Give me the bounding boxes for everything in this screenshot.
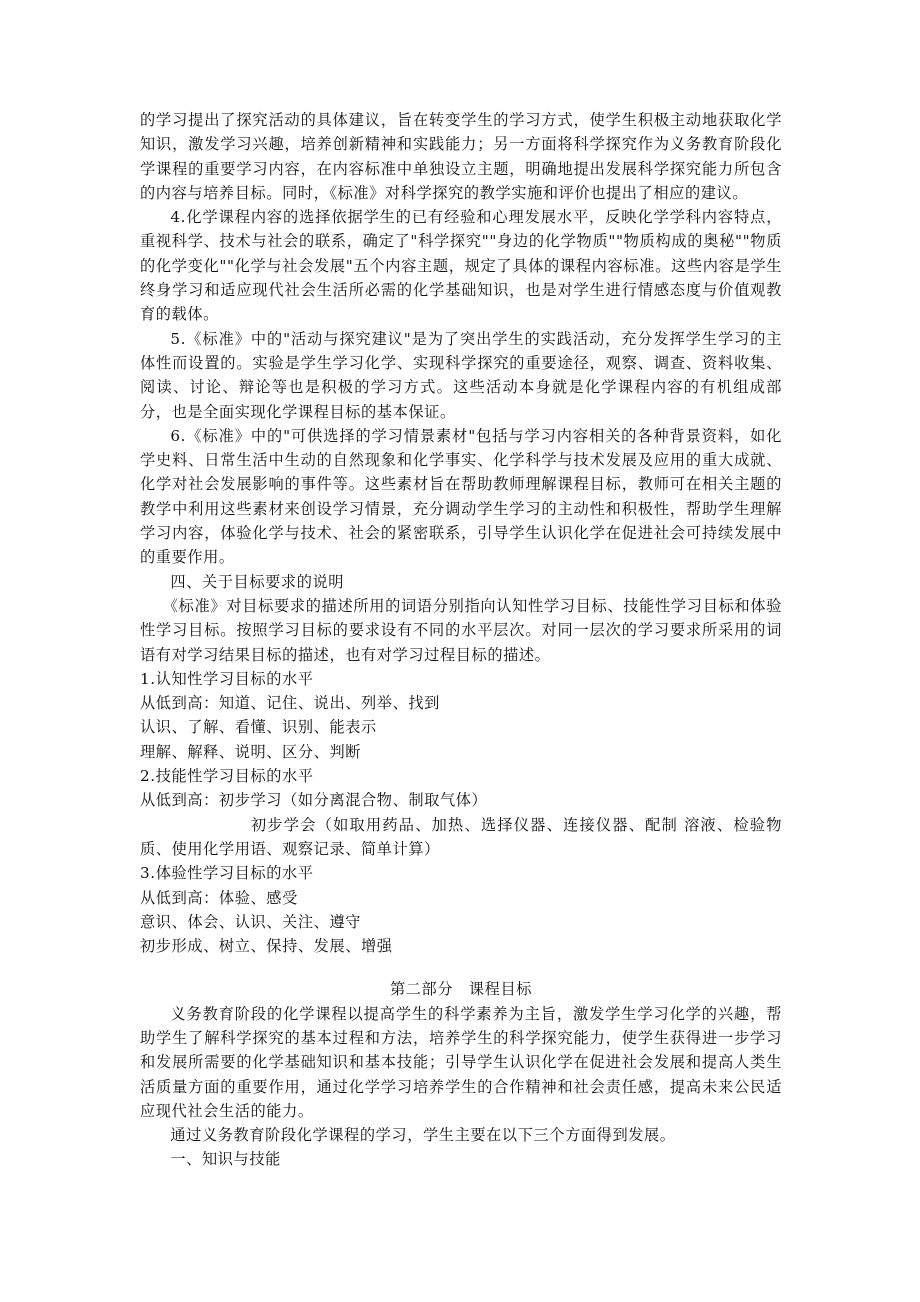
paragraph-continuation: 的学习提出了探究活动的具体建议，旨在转变学生的学习方式，使学生积极主动地获取化学知识，激发学习兴趣，培养创新精神和实践能力；另一方面将科学探究作为义务教育阶段化学课程的重要学习内容，在内容标准中单独设立主题，明确地提出发展科学探究能力所包含的内容与培养目标。同时，《标准》对科学探究的教学实施和评价也提出了相应的建议。	[140, 111, 782, 202]
cognitive-level-line-2: 认识、了解、看懂、识别、能表示	[140, 718, 377, 737]
skill-level-line-1: 从低到高：初步学习（如分离混合物、制取气体）	[140, 791, 488, 810]
skill-level-line-2: 初步学会（如取用药品、加热、选择仪器、连接仪器、配制 溶液、检验物质、使用化学用语、观察记录、简单计算）	[140, 815, 782, 858]
cognitive-level-line-1: 从低到高：知道、记住、说出、列举、找到	[140, 694, 440, 713]
cognitive-level-heading: 1.认知性学习目标的水平	[140, 669, 314, 688]
cognitive-level-line-3: 理解、解释、说明、区分、判断	[140, 742, 362, 761]
experience-level-line-3: 初步形成、树立、保持、发展、增强	[140, 937, 393, 956]
paragraph-goal-description: 《标准》对目标要求的描述所用的词语分别指向认知性学习目标、技能性学习目标和体验性学习目标。按照学习目标的要求设有不同的水平层次。对同一层次的学习要求所采用的词语有对学习结果目标的描述，也有对学习过程目标的描述。	[140, 596, 782, 664]
paragraph-course-goal: 义务教育阶段的化学课程以提高学生的科学素养为主旨，激发学生学习化学的兴趣，帮助学生了解科学探究的基本过程和方法，培养学生的科学探究能力，使学生获得进一步学习和发展所需要的化学基础知识和基本技能；引导学生认识化学在促进社会发展和提高人类生活质量方面的重要作用，通过化学学习培养学生的合作精神和社会责任感，提高未来公民适应现代社会生活的能力。	[140, 1004, 782, 1120]
paragraph-three-aspects: 通过义务教育阶段化学课程的学习，学生主要在以下三个方面得到发展。	[170, 1126, 676, 1145]
section-heading-4: 四、关于目标要求的说明	[170, 572, 345, 591]
paragraph-item-4: 4.化学课程内容的选择依据学生的已有经验和心理发展水平，反映化学学科内容特点，重视科学、技术与社会的联系，确定了"科学探究""身边的化学物质""物质构成的奥秘""物质的化学变化""化学与社会发展"五个内容主题，规定了具体的课程内容标准。这些内容是学生终身学习和适应现代社会生活所必需的化学基础知识，也是对学生进行情感态度与价值观教育的载体。	[140, 208, 782, 324]
experience-level-line-1: 从低到高：体验、感受	[140, 888, 298, 907]
skill-level-heading: 2.技能性学习目标的水平	[140, 767, 314, 786]
document-body	[140, 108, 782, 1172]
section-heading-knowledge-skills: 一、知识与技能	[170, 1150, 281, 1169]
experience-level-line-2: 意识、体会、认识、关注、遵守	[140, 912, 362, 931]
paragraph-item-6: 6.《标准》中的"可供选择的学习情景素材"包括与学习内容相关的各种背景资料，如化学史料、日常生活中生动的自然现象和化学事实、化学科学与技术发展及应用的重大成就、化学对社会发展影响的事件等。这些素材旨在帮助教师理解课程目标，教师可在相关主题的教学中利用这些素材来创设学习情景，充分调动学生学习的主动性和积极性，帮助学生理解学习内容，体验化学与技术、社会的紧密联系，引导学生认识化学在促进社会可持续发展中的重要作用。	[140, 426, 782, 567]
paragraph-item-5: 5.《标准》中的"活动与探究建议"是为了突出学生的实践活动，充分发挥学生学习的主体性而设置的。实验是学生学习化学、实现科学探究的重要途径，观察、调查、资料收集、阅读、讨论、辩论等也是积极的学习方式。这些活动本身就是化学课程内容的有机组成部分，也是全面实现化学课程目标的基本保证。	[140, 329, 782, 421]
experience-level-heading: 3.体验性学习目标的水平	[140, 864, 314, 883]
part-two-title: 第二部分 课程目标	[389, 980, 533, 999]
